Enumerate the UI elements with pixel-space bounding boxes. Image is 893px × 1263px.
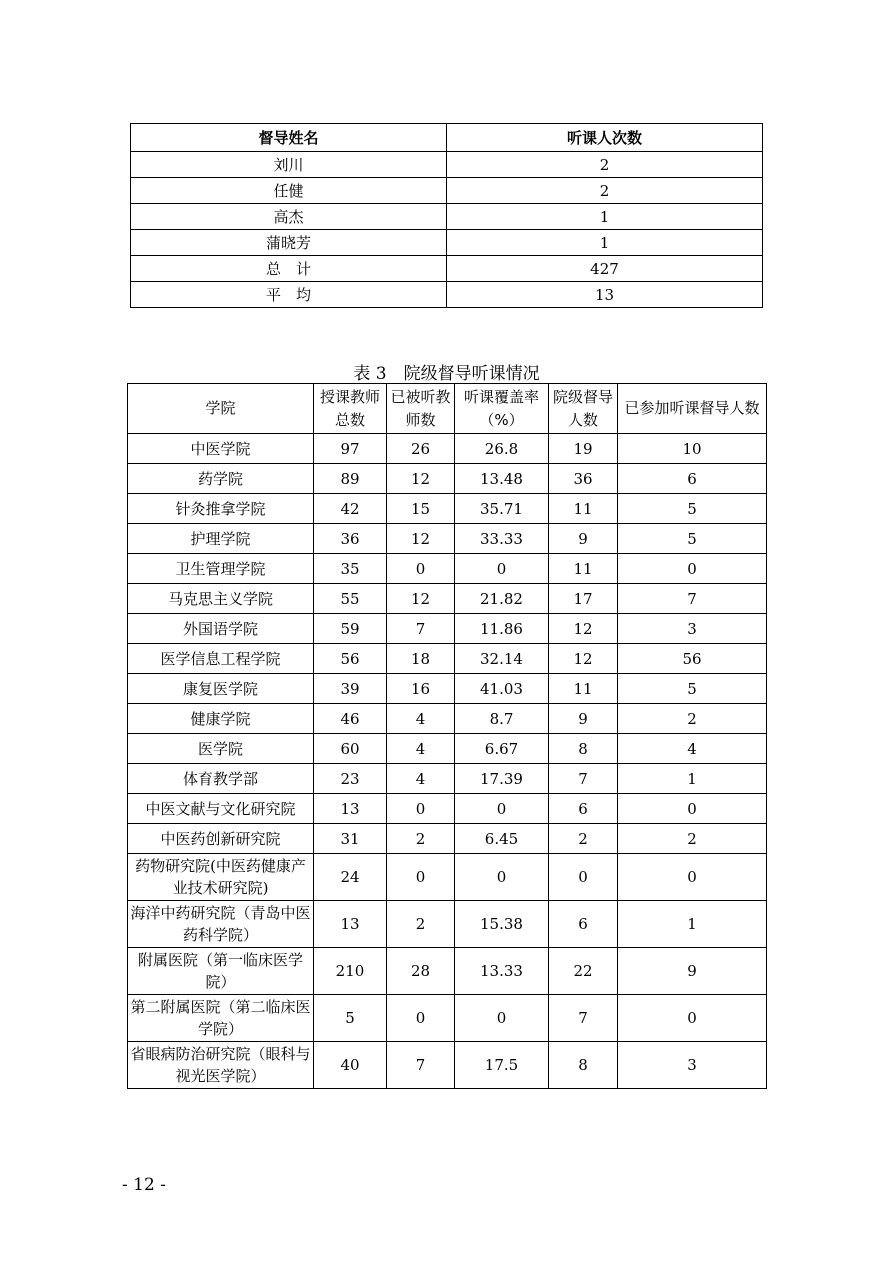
table-cell: 0 [618,554,767,584]
table-cell: 2 [618,704,767,734]
table-cell: 附属医院（第一临床医学院） [128,948,314,995]
table-cell: 26 [387,434,455,464]
table-cell: 13.33 [455,948,549,995]
table-cell: 39 [314,674,387,704]
table-cell: 13 [314,794,387,824]
table-cell: 4 [387,704,455,734]
table-cell: 0 [618,854,767,901]
table-cell: 医学信息工程学院 [128,644,314,674]
table-cell: 21.82 [455,584,549,614]
table-cell: 36 [314,524,387,554]
table-cell: 8 [549,734,618,764]
table-cell: 0 [455,794,549,824]
table-cell: 第二附属医院（第二临床医学院） [128,995,314,1042]
table-cell: 海洋中药研究院（青岛中医药科学院） [128,901,314,948]
table-cell: 8 [549,1042,618,1089]
table-cell: 省眼病防治研究院（眼科与视光医学院） [128,1042,314,1089]
table-cell: 卫生管理学院 [128,554,314,584]
table-cell: 9 [618,948,767,995]
table-cell: 0 [387,554,455,584]
table-cell: 11 [549,494,618,524]
table-row [131,178,763,204]
table-row [128,524,767,554]
table-cell: 健康学院 [128,704,314,734]
header-college: 学院 [128,384,314,434]
table-cell: 11 [549,674,618,704]
table-cell: 427 [447,256,763,282]
table-cell: 4 [618,734,767,764]
table-cell: 6 [618,464,767,494]
table-cell: 0 [387,794,455,824]
table-cell: 药物研究院(中医药健康产业技术研究院) [128,854,314,901]
table-cell: 6.67 [455,734,549,764]
table-cell: 2 [387,901,455,948]
table-cell: 3 [618,614,767,644]
table-row [131,256,763,282]
table-row [128,614,767,644]
header-coverage-rate: 听课覆盖率（%） [455,384,549,434]
table-cell: 中医药创新研究院 [128,824,314,854]
table-cell: 19 [549,434,618,464]
table-cell: 13 [314,901,387,948]
table-cell: 0 [618,794,767,824]
table-cell: 26.8 [455,434,549,464]
table-cell: 康复医学院 [128,674,314,704]
table-cell: 7 [549,764,618,794]
table-cell: 高杰 [131,204,447,230]
table-cell: 15.38 [455,901,549,948]
table-cell: 15 [387,494,455,524]
table-row [128,995,767,1042]
table-cell: 7 [387,1042,455,1089]
table-cell: 56 [618,644,767,674]
table-cell: 4 [387,734,455,764]
table-row [128,1042,767,1089]
table-cell: 7 [618,584,767,614]
table-cell: 40 [314,1042,387,1089]
table-cell: 32.14 [455,644,549,674]
table-cell: 31 [314,824,387,854]
table-cell: 3 [618,1042,767,1089]
table-cell: 2 [447,152,763,178]
table-cell: 6 [549,901,618,948]
table-cell: 5 [618,674,767,704]
header-visit-count: 听课人次数 [447,124,763,152]
table-cell: 7 [387,614,455,644]
table-cell: 17 [549,584,618,614]
table-cell: 13.48 [455,464,549,494]
header-supervisor-name: 督导姓名 [131,124,447,152]
table-cell: 2 [549,824,618,854]
header-active-supervisors: 已参加听课督导人数 [618,384,767,434]
table-cell: 0 [387,854,455,901]
table-cell: 0 [455,995,549,1042]
table-cell: 16 [387,674,455,704]
table-cell: 23 [314,764,387,794]
table-row [128,494,767,524]
table-row [131,152,763,178]
table-cell: 0 [387,995,455,1042]
table-cell: 11.86 [455,614,549,644]
table-cell: 12 [387,524,455,554]
table-cell: 4 [387,764,455,794]
table-cell: 18 [387,644,455,674]
table-cell: 60 [314,734,387,764]
table-cell: 5 [314,995,387,1042]
table-row [128,901,767,948]
table-cell: 59 [314,614,387,644]
table-cell: 1 [447,230,763,256]
table-cell: 35 [314,554,387,584]
table-cell: 35.71 [455,494,549,524]
table-cell: 24 [314,854,387,901]
table-cell: 刘川 [131,152,447,178]
table-cell: 12 [549,614,618,644]
table-cell: 0 [455,854,549,901]
table-cell: 11 [549,554,618,584]
table-cell: 0 [455,554,549,584]
table-cell: 9 [549,704,618,734]
table-cell: 药学院 [128,464,314,494]
table-cell: 55 [314,584,387,614]
table-cell: 针灸推拿学院 [128,494,314,524]
table-cell: 9 [549,524,618,554]
table-cell: 97 [314,434,387,464]
table-caption: 表 3 院级督导听课情况 [353,364,540,384]
table-row [128,854,767,901]
table-cell: 42 [314,494,387,524]
table-row [131,282,763,308]
table-row [128,584,767,614]
table-cell: 210 [314,948,387,995]
table-cell: 7 [549,995,618,1042]
table-cell: 12 [387,464,455,494]
table-cell: 总 计 [131,256,447,282]
table-cell: 6 [549,794,618,824]
table-cell: 22 [549,948,618,995]
page-number: - 12 - [122,1175,166,1195]
table-row [128,734,767,764]
table-row [131,204,763,230]
table-cell: 0 [618,995,767,1042]
table-row [128,644,767,674]
table-cell: 任健 [131,178,447,204]
header-observed-teachers: 已被听教师数 [387,384,455,434]
table-cell: 体育教学部 [128,764,314,794]
table-row [131,230,763,256]
table-cell: 蒲晓芳 [131,230,447,256]
table-cell: 5 [618,524,767,554]
table-cell: 13 [447,282,763,308]
table-cell: 46 [314,704,387,734]
table-cell: 2 [618,824,767,854]
table-row [128,824,767,854]
table-cell: 17.5 [455,1042,549,1089]
header-supervisor-count: 院级督导人数 [549,384,618,434]
table-cell: 12 [549,644,618,674]
college-supervision-table [127,383,767,1089]
table-cell: 2 [447,178,763,204]
table-row [128,948,767,995]
table-row [128,554,767,584]
table-cell: 中医文献与文化研究院 [128,794,314,824]
table-cell: 医学院 [128,734,314,764]
table-cell: 1 [618,901,767,948]
table-cell: 6.45 [455,824,549,854]
table-cell: 36 [549,464,618,494]
table-cell: 28 [387,948,455,995]
table-cell: 1 [447,204,763,230]
table-cell: 0 [549,854,618,901]
table-cell: 12 [387,584,455,614]
table-cell: 89 [314,464,387,494]
table-cell: 17.39 [455,764,549,794]
table-cell: 8.7 [455,704,549,734]
table-header-row [128,384,767,434]
table-cell: 2 [387,824,455,854]
table-cell: 平 均 [131,282,447,308]
table-cell: 中医学院 [128,434,314,464]
table-header-row [131,124,763,152]
table-cell: 1 [618,764,767,794]
table-cell: 33.33 [455,524,549,554]
table-cell: 马克思主义学院 [128,584,314,614]
table-cell: 护理学院 [128,524,314,554]
table-row [128,764,767,794]
table-cell: 10 [618,434,767,464]
table-cell: 5 [618,494,767,524]
table-row [128,704,767,734]
table-row [128,674,767,704]
table-cell: 41.03 [455,674,549,704]
table-row [128,794,767,824]
table-row [128,434,767,464]
supervisor-table [130,123,763,308]
header-total-teachers: 授课教师总数 [314,384,387,434]
table-cell: 56 [314,644,387,674]
table-cell: 外国语学院 [128,614,314,644]
table-row [128,464,767,494]
